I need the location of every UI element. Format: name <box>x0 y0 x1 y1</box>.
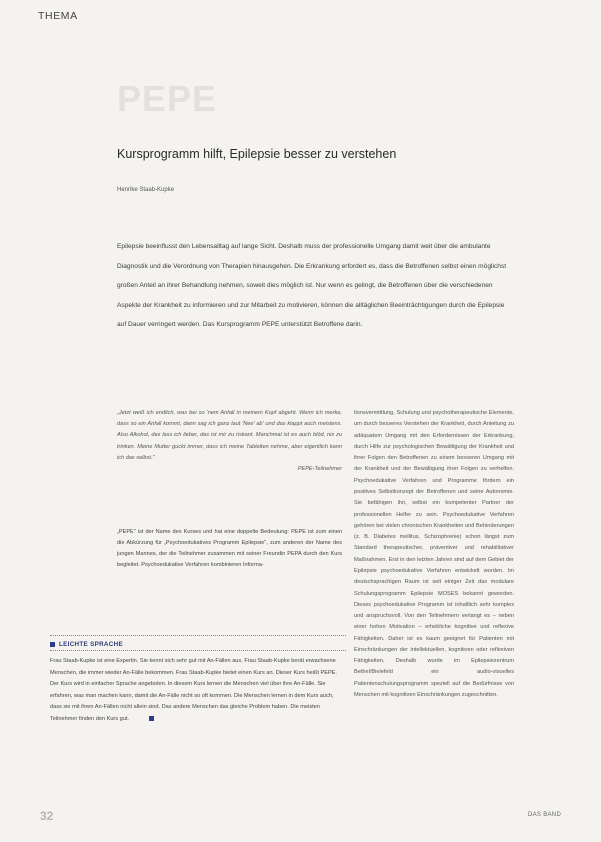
body-left-column: „PEPE" ist der Name des Kurses und hat eine doppelte Bedeutung: PEPE ist zum einen die Abkürzung für „Psychoedukatives Programm Epilepsie", zum anderen der Name des jungen Mannes, der die Teilnehmer zusammen mit seiner Freundin PEPA durch den Kurs begleitet. Psychoedukative Verfahren kombinieren Informa- <box>117 529 342 569</box>
article-title: PEPE <box>117 78 218 119</box>
end-square-icon <box>149 716 154 721</box>
section-label: THEMA <box>38 10 78 22</box>
body-right-column: tionsvermittlung, Schulung und psychotherapeutische Elemente, um durch besseres Verstehen der Krankheit, durch Anleitung zu adäquatem Umgang mit den Erfordernissen der Erkrankung, durch Hilfe zur psychologischen Bewältigung der Krankheit und ihrer Folgen den Betroffenen zu einem besseren Umgang mit der Krankheit und der Bewältigung ihrer Folgen zu verhelfen. Psychoedukative Verfahren und Programme fördern ein positives Selbstkonzept der Betroffenen und seine Autonomie. Sie befähigen ihn, selbst ein kompetenter Partner der professionellen Helfer zu sein. Psychoedukative Verfahren gehören bei vielen chronischen Krankheiten und Behinderungen (z. B. Diabetes mellitus, Schizophrenie) schon längst zum Standard therapeutischer, präventiver und rehabilitativer Maßnahmen. Erst in den letzten Jahren sind auf dem Gebiet der Epilepsie psychoedukative Verfahren entwickelt worden. Im deutschsprachigen Raum ist seit einiger Zeit das modulare Schulungsprogramm Epilepsie MOSES bekannt geworden. Dieses psychoedukative Programm ist inhaltlich sehr komplex und anspruchsvoll. Von den Teilnehmern verlangt es – neben einer hohen Motivation – erhebliche kognitive und reflexive Fähigkeiten. Daher ist es kaum geeignet für Patienten mit Einschränkungen der intellektuellen, kognitiven oder reflexiven Fähigkeiten. Deshalb wurde im Epilepsiezentrum Bethel/Bielefeld ein audio-visuelles Patientenschulungsprogramm speziell auf die Bedürfnisse von Menschen mit kognitiven Einschränkungen zugeschnitten. <box>354 410 514 699</box>
magazine-name: DAS BAND <box>528 812 562 818</box>
square-bullet-icon <box>50 642 55 647</box>
quote-text: „Jetzt weiß ich endlich, was bei so 'nem Anfall in meinem Kopf abgeht. Wenn ich merke, dass so ein Anfall kommt, dann sag ich ganz laut 'Nee' ab' und das klappt auch meistens. Also Alkohol, das lass ich lieber, das ist mir zu riskant. Manchmal ist es auch blöd, nix zu trinken. Meine Mutter guckt immer, dass ich meine Tabletten nehme, aber eigentlich kann ich das selbst." <box>117 410 342 461</box>
article-subtitle: Kursprogramm hilft, Epilepsie besser zu verstehen <box>117 147 397 161</box>
divider <box>50 650 346 651</box>
page-number: 32 <box>40 809 54 823</box>
easy-language-text: Frau Staab-Kupke ist eine Expertin. Sie kennt sich sehr gut mit An-Fällen aus. Frau Staab-Kupke berät erwachsene Menschen, die immer wieder An-Fälle bekommen. Frau Staab-Kupke bietet einen Kurs an. Dieser Kurs heißt PEPE. Der Kurs wird in einfacher Sprache angeboten. In diesem Kurs lernen die Menschen viel über ihre An-Fälle. Sie erfahren, was man machen kann, damit die An-Fälle nicht so oft kommen. Die Menschen lernen in dem Kurs auch, dass sie mit ihren An-Fällen nicht allein sind. Das andere Menschen das gleiche Problem haben. Die meisten Teilnehmer finden den Kurs gut. <box>50 658 337 722</box>
quote-author: PEPE-Teilnehmer <box>297 466 342 473</box>
pull-quote <box>117 408 342 475</box>
easy-language-heading-text: LEICHTE SPRACHE <box>59 641 123 648</box>
easy-language-heading <box>50 641 123 648</box>
easy-language-body <box>50 656 346 726</box>
intro-paragraph: Epilepsie beeinflusst den Lebensalltag auf lange Sicht. Deshalb muss der professionelle Umgang damit weit über die ambulante Diagnostik und die Verordnung von Therapien hinausgehen. Die Erkrankung erfordert es, dass die Betroffenen selbst einen möglichst großen Anteil an ihrer Behandlung nehmen, soweit dies möglich ist. Nur wenn es gelingt, die Betroffenen über die verschiedenen Aspekte der Krankheit zu informieren und zur Mitarbeit zu motivieren, können die alltäglichen Beeinträchtigungen durch die Epilepsie auf Dauer verringert werden. Das Kursprogramm PEPE unterstützt Betroffene darin. <box>117 243 507 329</box>
divider <box>50 635 346 636</box>
article-author: Henrike Staab-Kupke <box>117 187 175 193</box>
